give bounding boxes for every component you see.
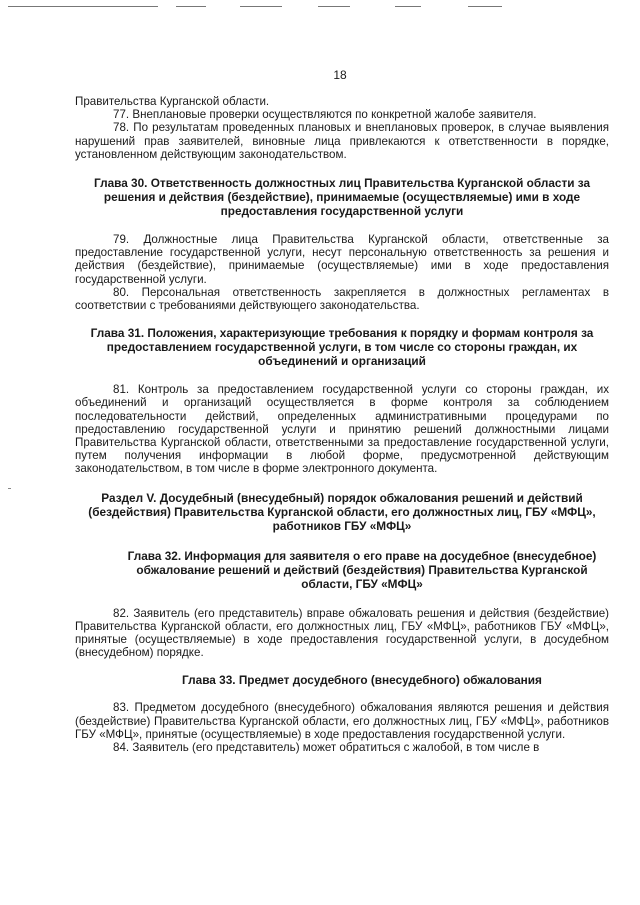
chapter-heading: Глава 31. Положения, характеризующие требования к порядку и формам контроля за предоставлением государственной услуги, в том числе со стороны граждан, их объединений и организаций [90,326,594,369]
page-number: 18 [333,68,347,82]
chapter-heading: Глава 33. Предмет досудебного (внесудебного) обжалования [182,673,542,688]
chapter-heading: Глава 30. Ответственность должностных лиц Правительства Курганской области за решения и действия (бездействие), принимаемые (осуществляемые) ими в ходе предоставления государственной услуги [93,176,591,219]
paragraph: 82. Заявитель (его представитель) вправе обжаловать решения и действия (бездействие) Правительства Курганской области, его должностных лиц, ГБУ «МФЦ», работников ГБУ «МФЦ», принятые (осуществляемые) в ходе предоставления государственной услуги, в досудебном (внесудебном) порядке. [75,606,609,660]
chapter-heading: Раздел V. Досудебный (внесудебный) порядок обжалования решений и действий (бездействия) Правительства Курганской области, его должностных лиц, ГБУ «МФЦ», работников ГБУ «МФЦ» [88,490,596,533]
paragraph: 80. Персональная ответственность закрепляется в должностных регламентах в соответствии с требованиями действующего законодательства. [75,285,609,313]
paragraph: 84. Заявитель (его представитель) может обратиться с жалобой, в том числе в [113,741,540,755]
paragraph: Правительства Курганской области. [75,95,270,108]
paragraph: 83. Предметом досудебного (внесудебного) обжалования являются решения и действия (бездействие) Правительства Курганской области, его должностных лиц, ГБУ «МФЦ», работников ГБУ «МФЦ», принятые (осуществляемые) в ходе предоставления государственной услуги. [75,701,609,741]
paragraph: 81. Контроль за предоставлением государственной услуги со стороны граждан, их объединений и организаций осуществляется в форме контроля за соблюдением последовательности действий, определенных административными процедурами по предоставлению государственной услуги и принятию решений должностными лицами Правительства Курганской области, ответственными за предоставление государственной услуги, путем получения информации в любой форме, предусмотренной действующим законодательством, в том числе в форме электронного документа. [75,383,609,476]
chapter-heading: Глава 32. Информация для заявителя о его праве на досудебное (внесудебное) обжалование решений и действий (бездействия) Правительства Курганской области, ГБУ «МФЦ» [127,548,597,591]
scan-artifact-margin-mark [8,488,11,489]
scan-artifact-top-line [0,6,640,8]
paragraph: 78. По результатам проведенных плановых и внеплановых проверок, в случае выявления нарушений прав заявителей, виновные лица привлекаются к ответственности в порядке, установленном действующим законодательством. [75,121,609,161]
paragraph: 79. Должностные лица Правительства Курганской области, ответственные за предоставление государственной услуги, несут персональную ответственность за решения и действия (бездействие), принимаемые (осуществляемые) ими в ходе предоставления государственной услуги. [75,233,609,286]
document-body [75,95,609,754]
paragraph: 77. Внеплановые проверки осуществляются по конкретной жалобе заявителя. [113,108,537,122]
